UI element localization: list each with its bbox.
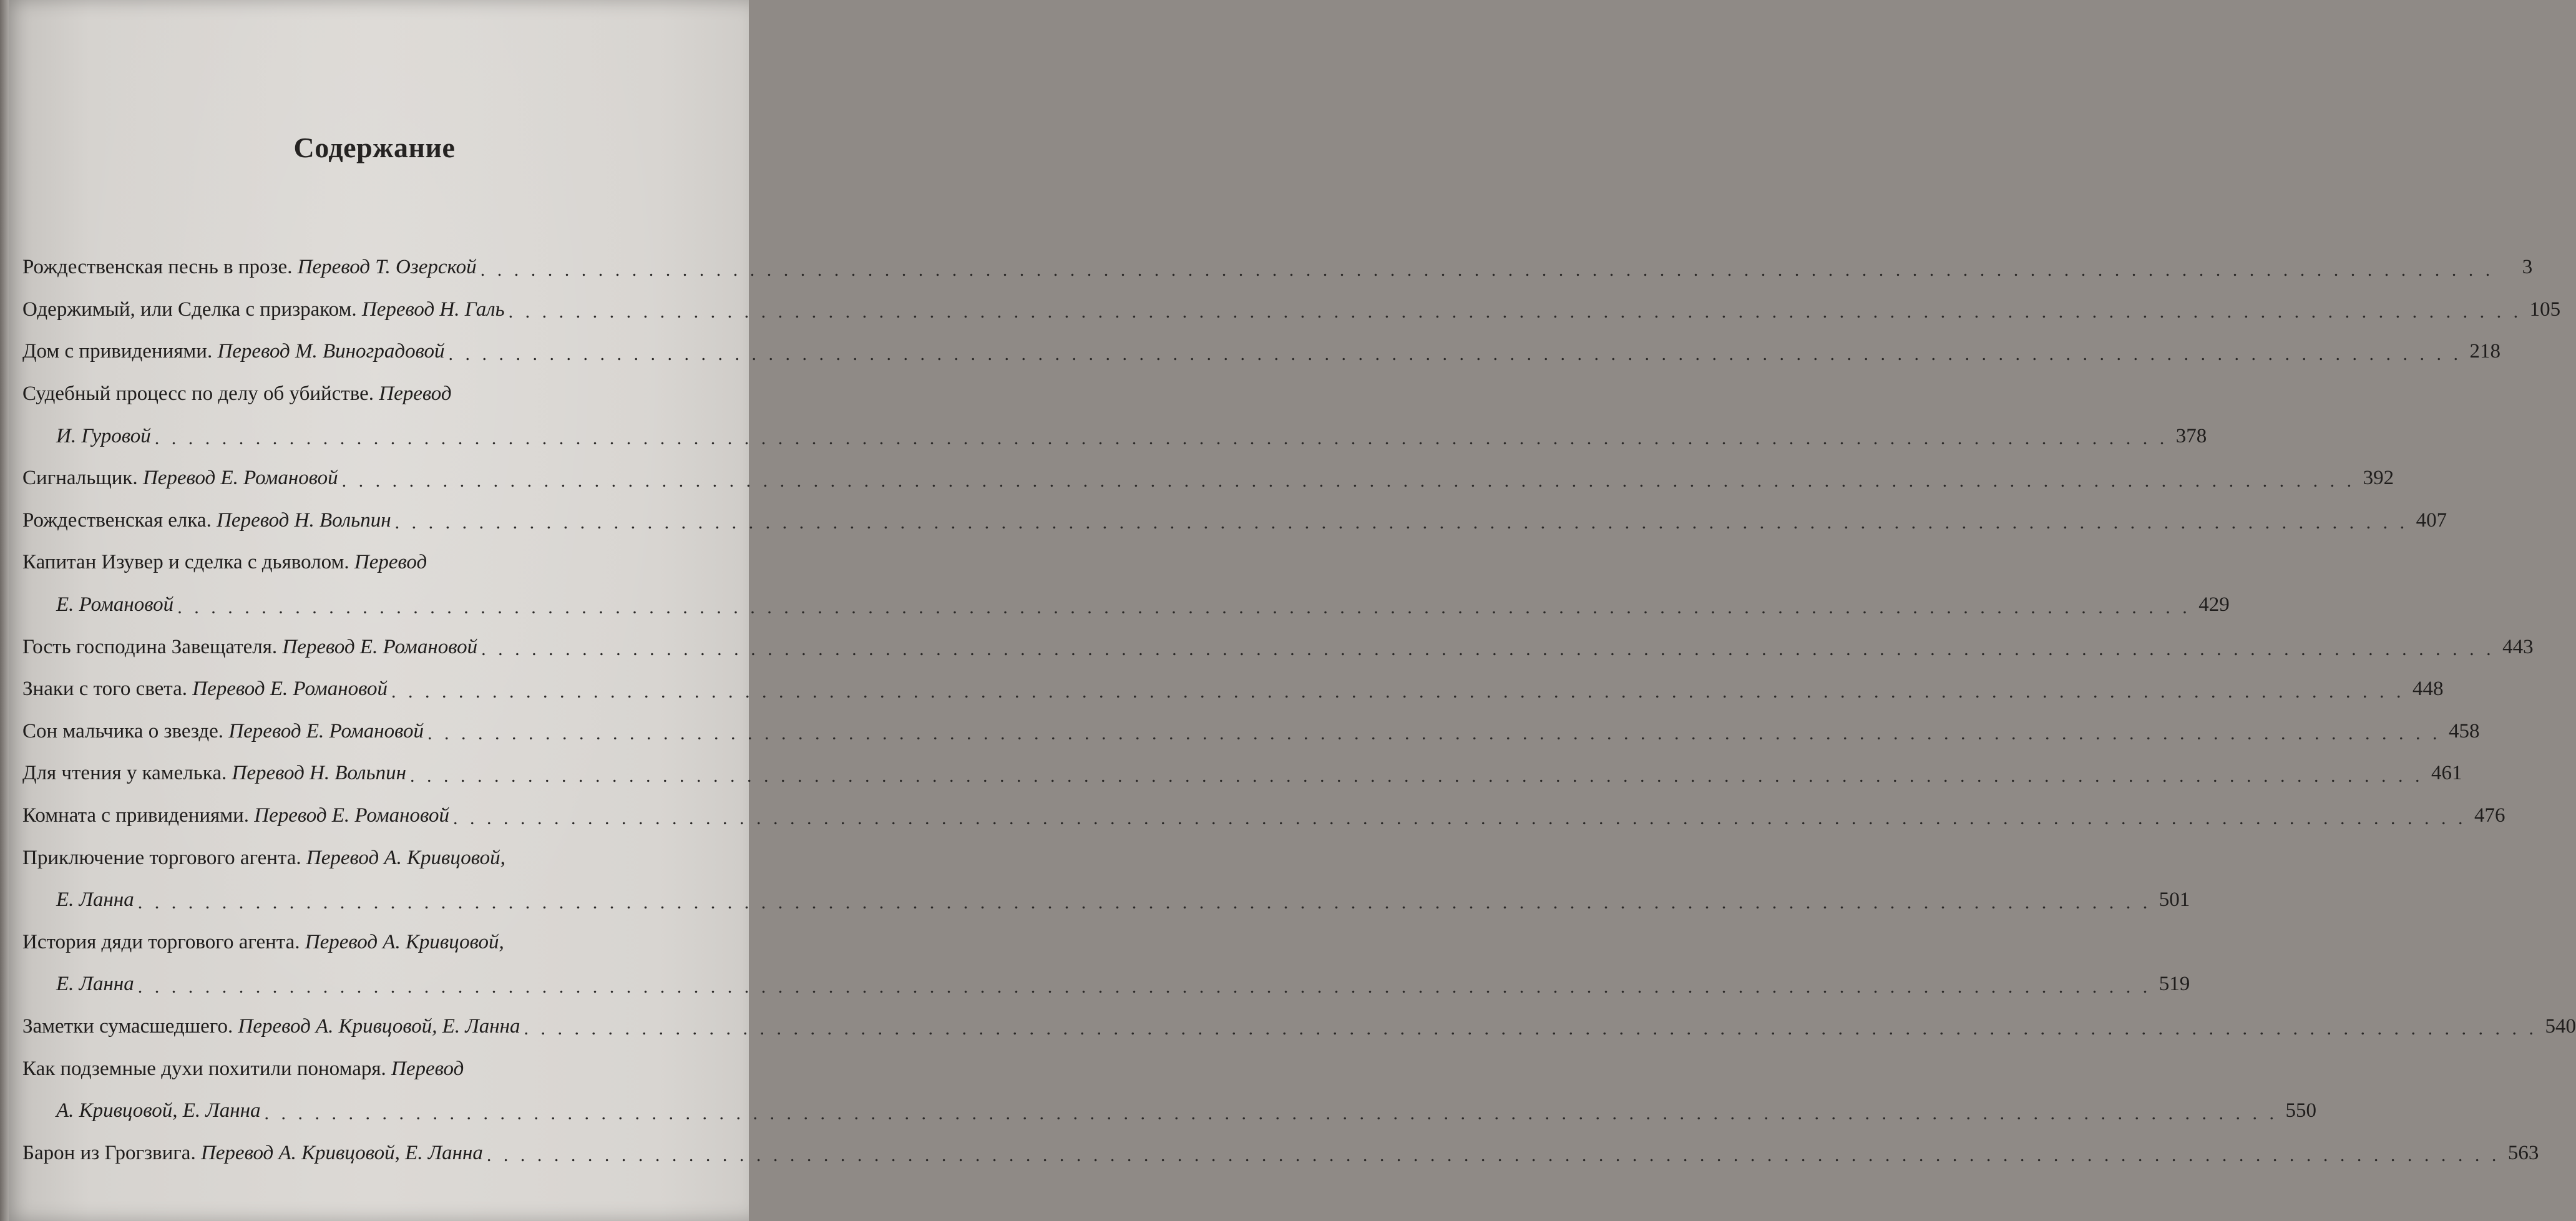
dot-leader: . . . . . . . . . . . . . . . . . . . . . . . . . . . . . . . . . . . . . . . . . . . . . . . . . . . . . . . . . . . . . . . . . . . . . . . . . . . . . . . . . . . . . . . . . . . . . . . . . . . . . . . . . . . . . . . . . . . . . . . . — [154, 428, 2169, 449]
page-number: 3 — [2522, 256, 2533, 279]
toc-entry — [22, 331, 2500, 373]
toc-entry-text — [22, 804, 449, 827]
translator-credit: Перевод А. Кривцовой, Е. Ланна — [238, 1014, 520, 1038]
page-title: Содержание — [293, 132, 456, 163]
toc-entry-text — [22, 1015, 520, 1038]
translator-credit: Перевод Е. Романовой — [254, 804, 449, 827]
page-number: 443 — [2502, 635, 2534, 658]
toc-entry — [22, 246, 2533, 289]
toc-entry-text — [22, 551, 427, 574]
translator-credit: Перевод М. Виноградовой — [217, 340, 445, 363]
toc-entry-text — [22, 509, 391, 532]
work-title: Рождественская песнь в прозе. — [22, 256, 293, 279]
toc-entry — [22, 752, 2462, 795]
translator-credit: Перевод — [354, 551, 427, 574]
toc-entry-text — [22, 298, 505, 321]
dot-leader: . . . . . . . . . . . . . . . . . . . . . . . . . . . . . . . . . . . . . . . . . . . . . . . . . . . . . . . . . . . . . . . . . . . . . . . . . . . . . . . . . . . . . . . . . . . . . . . . . . . . . . . . . . . . . . . . . . . . . . . . — [481, 639, 2495, 660]
page-number: 392 — [2363, 467, 2394, 490]
work-title: Знаки с того света. — [22, 678, 188, 701]
toc-entry-text — [22, 720, 424, 743]
translator-credit: Перевод А. Кривцовой, — [305, 930, 504, 953]
translator-credit-continued: Е. Ланна — [56, 973, 134, 996]
translator-credit: Перевод — [391, 1057, 464, 1080]
translator-credit: Перевод А. Кривцовой, — [306, 846, 505, 869]
page-number: 448 — [2413, 678, 2444, 701]
work-title: Для чтения у камелька. — [22, 762, 227, 785]
work-title: Комната с привидениями. — [22, 804, 249, 827]
page-number: 563 — [2507, 1141, 2539, 1164]
page-number: 407 — [2416, 508, 2447, 532]
dot-leader: . . . . . . . . . . . . . . . . . . . . . . . . . . . . . . . . . . . . . . . . . . . . . . . . . . . . . . . . . . . . . . . . . . . . . . . . . . . . . . . . . . . . . . . . . . . . . . . . . . . . . . . . . . . . . . . . . . . . . . . . — [480, 259, 2494, 280]
toc-entry-text — [22, 467, 338, 490]
toc-entry-text — [22, 762, 406, 785]
dot-leader: . . . . . . . . . . . . . . . . . . . . . . . . . . . . . . . . . . . . . . . . . . . . . . . . . . . . . . . . . . . . . . . . . . . . . . . . . . . . . . . . . . . . . . . . . . . . . . . . . . . . . . . . . . . . . . . . . . . . . . . . — [391, 681, 2405, 702]
translator-credit: Перевод Е. Романовой — [228, 719, 424, 742]
toc-entry-text — [22, 931, 504, 954]
work-title: Заметки сумасшедшего. — [22, 1014, 233, 1038]
translator-credit: Перевод Н. Вольпин — [217, 508, 391, 532]
toc-entry — [22, 795, 2505, 837]
work-title: Приключение торгового агента. — [22, 846, 301, 869]
dot-leader: . . . . . . . . . . . . . . . . . . . . . . . . . . . . . . . . . . . . . . . . . . . . . . . . . . . . . . . . . . . . . . . . . . . . . . . . . . . . . . . . . . . . . . . . . . . . . . . . . . . . . . . . . . . . . . . . . . . . . . . . — [341, 470, 2356, 491]
page-number: 105 — [2529, 298, 2561, 321]
table-of-contents — [22, 246, 2576, 1174]
page-number: 378 — [2175, 424, 2207, 447]
work-title: Сон мальчика о звезде. — [22, 719, 224, 742]
toc-entry-text — [22, 382, 452, 406]
work-title: Капитан Изувер и сделка с дьяволом. — [22, 551, 349, 574]
toc-entry — [22, 1132, 2539, 1174]
work-title: Одержимый, или Сделка с призраком. — [22, 298, 357, 321]
dot-leader: . . . . . . . . . . . . . . . . . . . . . . . . . . . . . . . . . . . . . . . . . . . . . . . . . . . . . . . . . . . . . . . . . . . . . . . . . . . . . . . . . . . . . . . . . . . . . . . . . . . . . . . . . . . . . . . . . . . . . . . . — [508, 301, 2522, 323]
work-title: Как подземные духи похитили пономаря. — [22, 1057, 386, 1080]
toc-entry-continuation — [22, 1090, 2316, 1132]
work-title: Судебный процесс по делу об убийстве. — [22, 382, 374, 406]
page-gutter-shadow — [0, 0, 9, 1221]
dot-leader: . . . . . . . . . . . . . . . . . . . . . . . . . . . . . . . . . . . . . . . . . . . . . . . . . . . . . . . . . . . . . . . . . . . . . . . . . . . . . . . . . . . . . . . . . . . . . . . . . . . . . . . . . . . . . . . . . . . . . . . . — [409, 765, 2424, 786]
dot-leader: . . . . . . . . . . . . . . . . . . . . . . . . . . . . . . . . . . . . . . . . . . . . . . . . . . . . . . . . . . . . . . . . . . . . . . . . . . . . . . . . . . . . . . . . . . . . . . . . . . . . . . . . . . . . . . . . . . . . . . . . — [427, 723, 2441, 744]
translator-credit: Перевод — [379, 382, 452, 406]
translator-credit: Перевод Е. Романовой — [142, 467, 338, 490]
toc-entry-text — [22, 678, 388, 701]
dot-leader: . . . . . . . . . . . . . . . . . . . . . . . . . . . . . . . . . . . . . . . . . . . . . . . . . . . . . . . . . . . . . . . . . . . . . . . . . . . . . . . . . . . . . . . . . . . . . . . . . . . . . . . . . . . . . . . . . . . . . . . . — [264, 1102, 2278, 1124]
work-title: История дяди торгового агента. — [22, 930, 300, 953]
toc-entry-text — [22, 636, 477, 659]
toc-entry-text — [22, 1058, 464, 1081]
work-title: Гость господина Завещателя. — [22, 635, 278, 658]
toc-entry — [22, 289, 2561, 331]
toc-entry — [22, 1048, 669, 1090]
work-title: Барон из Грогзвига. — [22, 1141, 196, 1164]
toc-entry — [22, 500, 2447, 542]
dot-leader: . . . . . . . . . . . . . . . . . . . . . . . . . . . . . . . . . . . . . . . . . . . . . . . . . . . . . . . . . . . . . . . . . . . . . . . . . . . . . . . . . . . . . . . . . . . . . . . . . . . . . . . . . . . . . . . . . . . . . . . . — [452, 807, 2467, 829]
page-number: 461 — [2431, 762, 2462, 785]
toc-entry-continuation — [22, 584, 2230, 626]
dot-leader: . . . . . . . . . . . . . . . . . . . . . . . . . . . . . . . . . . . . . . . . . . . . . . . . . . . . . . . . . . . . . . . . . . . . . . . . . . . . . . . . . . . . . . . . . . . . . . . . . . . . . . . . . . . . . . . . . . . . . . . . — [177, 596, 2191, 618]
toc-entry — [22, 837, 669, 879]
toc-entry — [22, 626, 2534, 668]
dot-leader: . . . . . . . . . . . . . . . . . . . . . . . . . . . . . . . . . . . . . . . . . . . . . . . . . . . . . . . . . . . . . . . . . . . . . . . . . . . . . . . . . . . . . . . . . . . . . . . . . . . . . . . . . . . . . . . . . . . . . . . . — [524, 1018, 2537, 1039]
translator-credit: Перевод Е. Романовой — [282, 635, 478, 658]
page-number: 458 — [2449, 719, 2480, 742]
translator-credit: Перевод Н. Галь — [361, 298, 505, 321]
page-number: 550 — [2285, 1099, 2316, 1122]
toc-entry-text — [22, 340, 444, 363]
toc-entry — [22, 1006, 2576, 1048]
page-number: 476 — [2474, 804, 2505, 827]
page-number: 519 — [2159, 973, 2190, 996]
toc-entry — [22, 668, 2444, 711]
page-number: 218 — [2469, 340, 2500, 363]
toc-entry-continuation — [22, 963, 2190, 1006]
dot-leader: . . . . . . . . . . . . . . . . . . . . . . . . . . . . . . . . . . . . . . . . . . . . . . . . . . . . . . . . . . . . . . . . . . . . . . . . . . . . . . . . . . . . . . . . . . . . . . . . . . . . . . . . . . . . . . . . . . . . . . . . — [448, 343, 2462, 364]
translator-credit: Перевод Т. Озерской — [297, 256, 477, 279]
page-number: 540 — [2545, 1014, 2576, 1038]
toc-entry — [22, 542, 669, 584]
toc-entry — [22, 711, 2480, 753]
work-title: Рождественская елка. — [22, 508, 212, 532]
dot-leader: . . . . . . . . . . . . . . . . . . . . . . . . . . . . . . . . . . . . . . . . . . . . . . . . . . . . . . . . . . . . . . . . . . . . . . . . . . . . . . . . . . . . . . . . . . . . . . . . . . . . . . . . . . . . . . . . . . . . . . . . — [137, 892, 2152, 913]
page-number: 501 — [2159, 888, 2190, 912]
dot-leader: . . . . . . . . . . . . . . . . . . . . . . . . . . . . . . . . . . . . . . . . . . . . . . . . . . . . . . . . . . . . . . . . . . . . . . . . . . . . . . . . . . . . . . . . . . . . . . . . . . . . . . . . . . . . . . . . . . . . . . . . — [394, 512, 2409, 533]
toc-entry — [22, 457, 2394, 500]
toc-entry-continuation — [22, 415, 2207, 457]
translator-credit: Перевод А. Кривцовой, Е. Ланна — [200, 1141, 483, 1164]
translator-credit: Перевод Е. Романовой — [192, 678, 388, 701]
page-number: 429 — [2198, 593, 2230, 616]
dot-leader: . . . . . . . . . . . . . . . . . . . . . . . . . . . . . . . . . . . . . . . . . . . . . . . . . . . . . . . . . . . . . . . . . . . . . . . . . . . . . . . . . . . . . . . . . . . . . . . . . . . . . . . . . . . . . . . . . . . . . . . . — [486, 1145, 2500, 1166]
translator-credit-continued: А. Кривцовой, Е. Ланна — [56, 1099, 261, 1122]
work-title: Дом с привидениями. — [22, 340, 213, 363]
translator-credit-continued: Е. Ланна — [56, 888, 134, 912]
toc-entry-text — [22, 847, 505, 870]
translator-credit: Перевод Н. Вольпин — [232, 762, 406, 785]
toc-entry-continuation — [22, 879, 2190, 922]
dot-leader: . . . . . . . . . . . . . . . . . . . . . . . . . . . . . . . . . . . . . . . . . . . . . . . . . . . . . . . . . . . . . . . . . . . . . . . . . . . . . . . . . . . . . . . . . . . . . . . . . . . . . . . . . . . . . . . . . . . . . . . . — [137, 976, 2152, 997]
toc-entry-text — [22, 1142, 483, 1165]
translator-credit-continued: И. Гуровой — [56, 424, 151, 447]
toc-entry — [22, 373, 669, 416]
toc-entry-text — [22, 256, 477, 279]
toc-entry — [22, 922, 669, 964]
work-title: Сигнальщик. — [22, 467, 138, 490]
translator-credit-continued: Е. Романовой — [56, 593, 174, 616]
